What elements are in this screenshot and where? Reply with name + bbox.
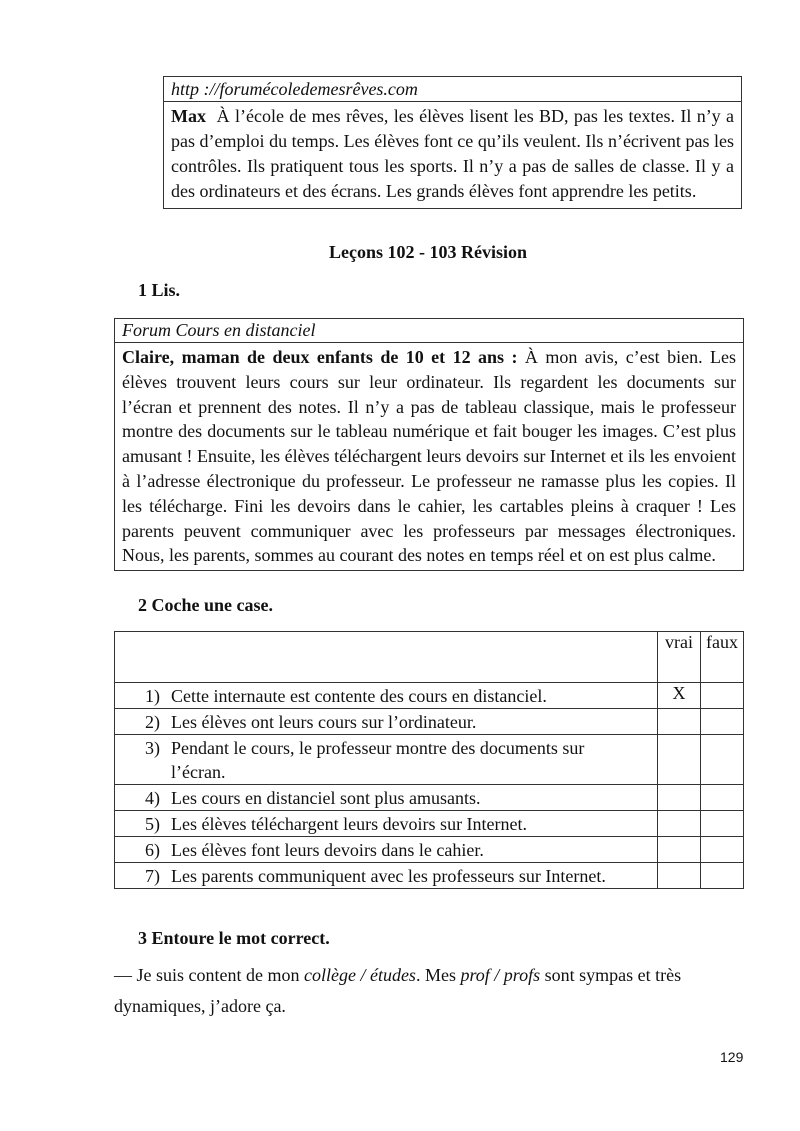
faux-cell[interactable] bbox=[701, 837, 744, 863]
sentence-part-end: sont sympas et très dynamiques, j’adore ça. bbox=[114, 965, 682, 1016]
post-text: À l’école de mes rêves, les élèves lisent les BD, pas les textes. Il n’y a pas d’emploi du temps. Les élèves font ce qu’ils veulent. Ils n’écrivent pas les contrôles. Ils pratiquent tous les sports. Il n’y a pas de salles de classe. Il y a des ordinateurs et des écrans. Les grands élèves font apprendre les petits. bbox=[171, 106, 735, 201]
header-faux: faux bbox=[701, 632, 744, 683]
forum-claire-box bbox=[114, 318, 744, 571]
table-row bbox=[115, 837, 744, 863]
header-vrai: vrai bbox=[658, 632, 701, 683]
forum-url: http ://forumécoledemesrêves.com bbox=[164, 77, 741, 102]
row-statement: Les élèves téléchargent leurs devoirs sur Internet. bbox=[171, 814, 528, 834]
exercise-2-heading: 2 Coche une case. bbox=[138, 595, 273, 615]
post-text: À mon avis, c’est bien. Les élèves trouvent leurs cours sur leur ordinateur. Ils regardent les documents sur l’écran et prennent des notes. Il n’y a pas de tableau classique, mais le professeur montre des documents sur le tableau numérique et fait bouger les images. C’est plus amusant ! Ensuite, les élèves téléchargent leurs devoirs sur Internet et ils les envoient à l’adresse électronique du professeur. Le professeur ne ramasse plus les copies. Il les télécharge. Fini les devoirs dans le cahier, les cartables pleins à craquer ! Les parents peuvent communiquer avec les professeurs par messages électroniques. Nous, les parents, sommes au courant des notes en temps réel et on est plus calme. bbox=[122, 347, 737, 566]
faux-cell[interactable] bbox=[701, 735, 744, 785]
header-blank-cell bbox=[115, 632, 658, 683]
table-header-row bbox=[115, 632, 744, 683]
word-choice-1[interactable]: collège / études bbox=[303, 965, 416, 985]
forum-max-post bbox=[164, 102, 741, 208]
table-row bbox=[115, 683, 744, 709]
faux-cell[interactable] bbox=[701, 863, 744, 889]
page-number: 129 bbox=[720, 1049, 744, 1065]
post-author: Max bbox=[171, 106, 206, 126]
true-false-table bbox=[114, 631, 744, 889]
exercise-3-sentence bbox=[114, 960, 734, 1022]
forum-max-box bbox=[163, 76, 742, 209]
sentence-part-start: — Je suis content de mon bbox=[114, 965, 304, 985]
exercise-1-heading: 1 Lis. bbox=[138, 280, 181, 300]
vrai-cell[interactable]: X bbox=[658, 683, 701, 709]
word-choice-2[interactable]: prof / profs bbox=[460, 965, 541, 985]
exercise-3-heading: 3 Entoure le mot correct. bbox=[138, 928, 330, 948]
forum-title: Forum Cours en distanciel bbox=[115, 319, 743, 343]
table-row bbox=[115, 709, 744, 735]
vrai-cell[interactable] bbox=[658, 709, 701, 735]
table-row bbox=[115, 811, 744, 837]
table-row bbox=[115, 735, 744, 785]
table-row bbox=[115, 863, 744, 889]
vrai-cell[interactable] bbox=[658, 811, 701, 837]
row-number: 7) bbox=[145, 866, 160, 886]
faux-cell[interactable] bbox=[701, 683, 744, 709]
row-statement: Les cours en distanciel sont plus amusants. bbox=[171, 788, 481, 808]
row-statement: Cette internaute est contente des cours en distanciel. bbox=[171, 686, 547, 706]
forum-claire-post bbox=[115, 343, 743, 570]
row-statement: Pendant le cours, le professeur montre des documents sur l’écran. bbox=[171, 738, 585, 782]
row-number: 3) bbox=[145, 738, 160, 758]
lesson-title: Leçons 102 - 103 Révision bbox=[329, 242, 527, 262]
row-statement: Les parents communiquent avec les professeurs sur Internet. bbox=[171, 866, 606, 886]
vrai-cell[interactable] bbox=[658, 785, 701, 811]
faux-cell[interactable] bbox=[701, 785, 744, 811]
faux-cell[interactable] bbox=[701, 811, 744, 837]
table-row bbox=[115, 785, 744, 811]
faux-cell[interactable] bbox=[701, 709, 744, 735]
row-number: 5) bbox=[145, 814, 160, 834]
row-number: 4) bbox=[145, 788, 160, 808]
vrai-cell[interactable] bbox=[658, 837, 701, 863]
sentence-part-mid: . Mes bbox=[415, 965, 461, 985]
row-number: 1) bbox=[145, 686, 160, 706]
vrai-cell[interactable] bbox=[658, 863, 701, 889]
vrai-cell[interactable] bbox=[658, 735, 701, 785]
row-number: 2) bbox=[145, 712, 160, 732]
row-statement: Les élèves ont leurs cours sur l’ordinateur. bbox=[171, 712, 477, 732]
row-statement: Les élèves font leurs devoirs dans le cahier. bbox=[171, 840, 484, 860]
post-author: Claire, maman de deux enfants de 10 et 12 ans : bbox=[122, 347, 518, 367]
row-number: 6) bbox=[145, 840, 160, 860]
